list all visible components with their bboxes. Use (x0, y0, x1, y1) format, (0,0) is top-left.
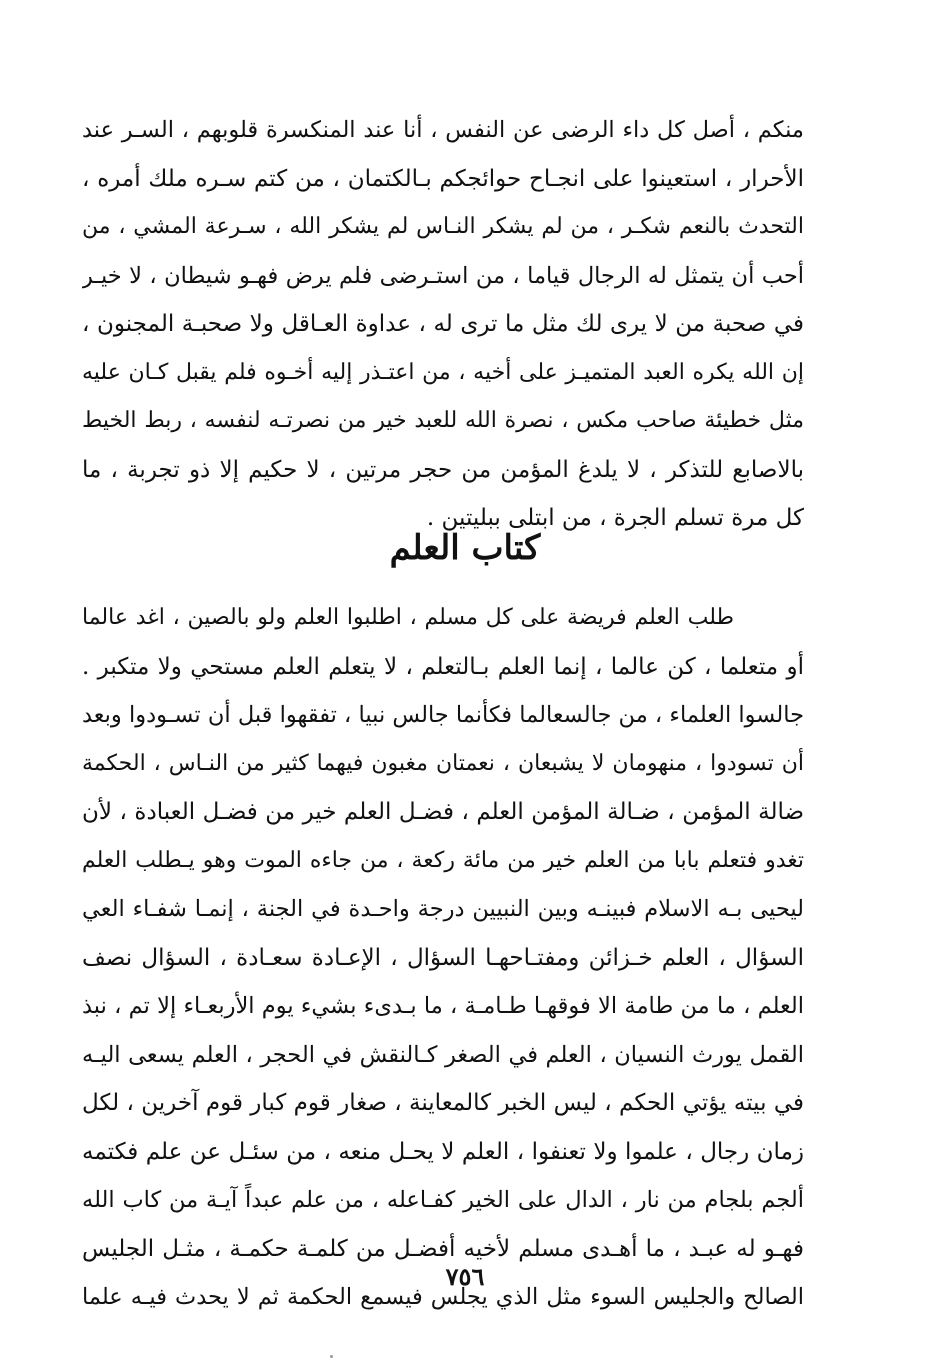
text-line: الصالح والجليس السوء مثل الذي يجلس فيسمع الحكمة ثم لا يحدث فيـه علما (82, 1284, 804, 1310)
text-line: كل مرة تسلم الجرة ، من ابتلى ببليتين . (426, 505, 804, 531)
page-number: ٧٥٦ (445, 1262, 485, 1291)
text-line: القمل يورث النسيان ، العلم في الصغر كـالنقش في الحجر ، العلم يسعى اليـه (82, 1041, 804, 1068)
text-line: السؤال ، العلم خـزائن ومفتـاحهـا السؤال ، الإعـادة سعـادة ، السؤال نصف (82, 944, 804, 971)
text-line: منكم ، أصل كل داء الرضى عن النفس ، أنا عند المنكسرة قلوبهم ، السـر عند (82, 117, 804, 143)
text-line: زمان رجال ، علموا ولا تعنفوا ، العلم لا يحـل منعه ، من سئـل عن علم فكتمه (82, 1138, 804, 1165)
text-line: العلم ، ما من طامة الا فوقهـا طـامـة ، ما بـدىء بشيء يوم الأربعـاء إلا تم ، نبذ (82, 993, 804, 1019)
text-line: فهـو له عبـد ، ما أهـدى مسلم لأخيه أفضـل من كلمـة حكمـة ، مثـل الجليس (82, 1235, 804, 1262)
text-line: ضالة المؤمن ، ضـالة المؤمن العلم ، فضـل العلم خير من فضـل العبادة ، لأن (82, 799, 804, 825)
text-line: الأحرار ، استعينوا على انجـاح حوائجكم بـالكتمان ، من كتم سـره ملك أمره ، (82, 165, 804, 192)
text-line: أحب أن يتمثل له الرجال قياما ، من استـرضى فلم يرض فهـو شيطان ، لا خيـر (82, 262, 804, 289)
text-line: ألجم بلجام من نار ، الدال على الخير كفـاعله ، من علم عبداً آيـة من كاب الله (82, 1187, 804, 1213)
text-line: في بيته يؤتي الحكم ، ليس الخبر كالمعاينة ، صغار قوم كبار قوم آخرين ، لكل (82, 1090, 804, 1116)
text-line: في صحبة من لا يرى لك مثل ما ترى له ، عداوة العـاقل ولا صحبـة المجنون ، (82, 311, 804, 337)
text-line: تغدو فتعلم بابا من العلم خير من مائة ركعة ، من جاءه الموت وهو يـطلب العلم (82, 847, 804, 873)
chapter-heading: كتاب العلم (389, 528, 541, 568)
text-line: جالسوا العلماء ، من جالسعالما فكأنما جالس نبيا ، تفقهوا قبل أن تسـودوا وبعد (82, 702, 804, 728)
text-line: ليحيى بـه الاسلام فبينـه وبين النبيين درجة واحـدة في الجنة ، إنمـا شفـاء العي (82, 896, 804, 922)
text-line: إن الله يكره العبد المتميـز على أخيه ، من اعتـذر إليه أخـوه فلم يقبل كـان عليه (82, 359, 804, 385)
text-line: أن تسودوا ، منهومان لا يشبعان ، نعمتان مغبون فيهما كثير من النـاس ، الحكمة (82, 750, 804, 776)
scan-speck (330, 1355, 333, 1358)
bottom-paragraph (82, 594, 804, 1322)
text-line: التحدث بالنعم شكـر ، من لم يشكر النـاس لم يشكر الله ، سـرعة المشي ، من (82, 214, 804, 239)
text-line: طلب العلم فريضة على كل مسلم ، اطلبوا العلم ولو بالصين ، اغد عالما (82, 605, 734, 630)
text-line: أو متعلما ، كن عالما ، إنما العلم بـالتعلم ، لا يتعلم العلم مستحي ولا متكبر . (82, 653, 804, 680)
top-paragraph (82, 106, 804, 543)
text-line: مثل خطيئة صاحب مكس ، نصرة الله للعبد خير من نصرتـه لنفسه ، ربط الخيط (82, 408, 804, 433)
text-line: بالاصابع للتذكر ، لا يلدغ المؤمن من حجر مرتين ، لا حكيم إلا ذو تجربة ، ما (82, 456, 804, 483)
